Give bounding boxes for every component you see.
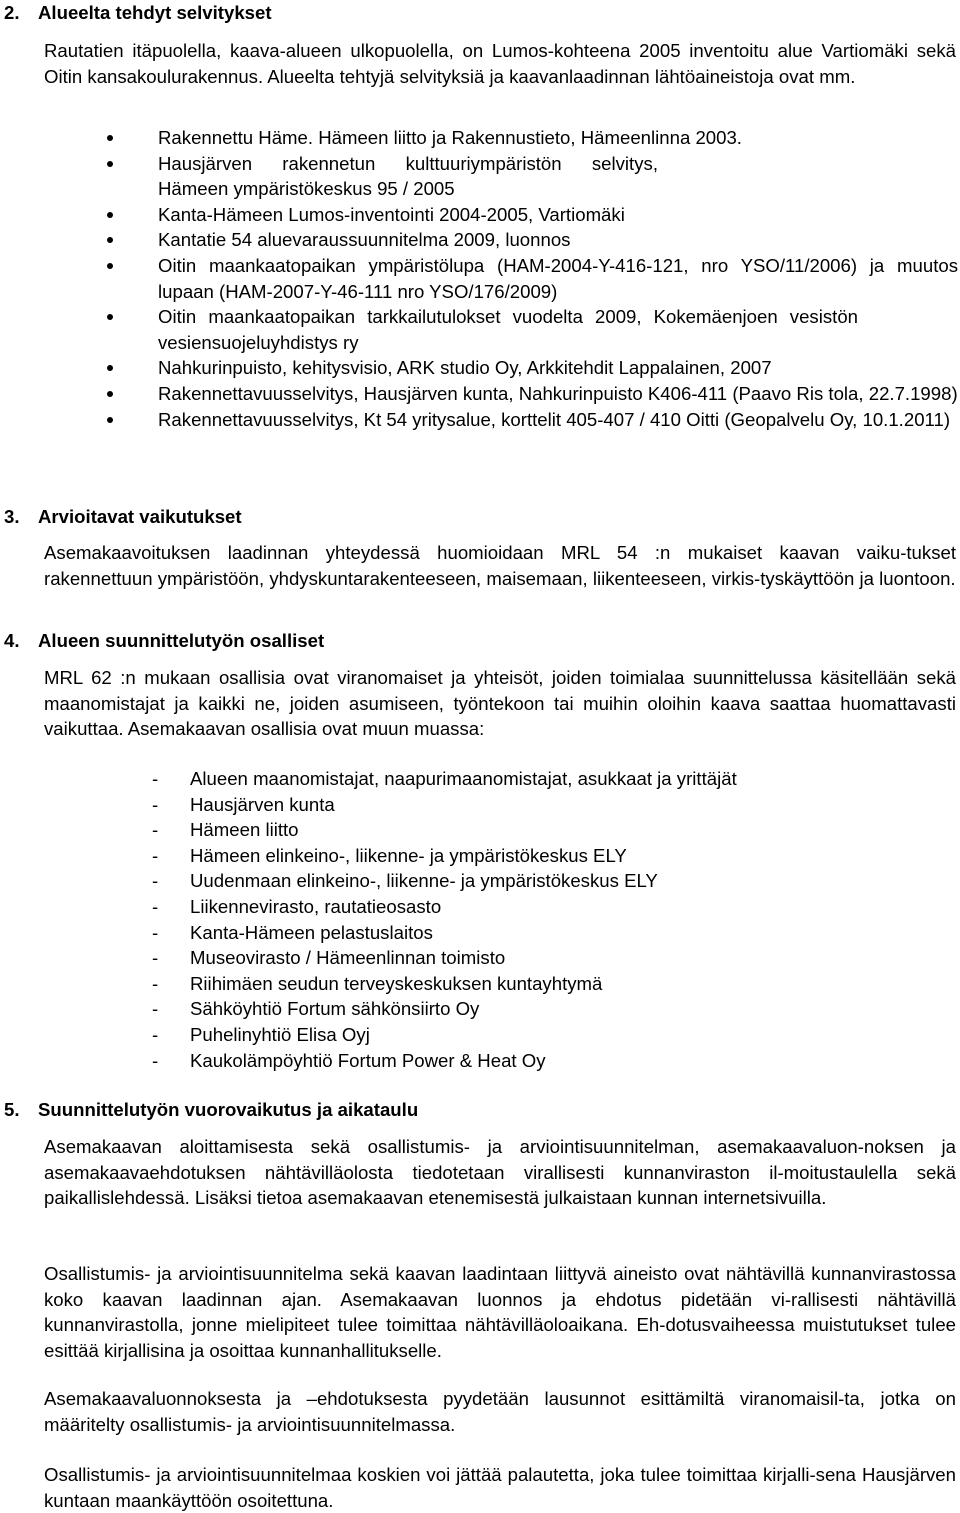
list-item: - Kaukolämpöyhtiö Fortum Power & Heat Oy xyxy=(152,1049,546,1071)
section-2-heading xyxy=(4,0,272,26)
list-item: - Puhelinyhtiö Elisa Oyj xyxy=(152,1023,370,1045)
section-3-number: 3. xyxy=(4,506,20,527)
section-4-body: MRL 62 :n mukaan osallisia ovat viranomaiset ja yhteisöt, joiden toimialaa suunnittelussa käsitellään sekä maanomistajat ja kaikki ne, joiden asumiseen, työntekoon tai muihin oloihin kaava saattaa huomattavasti vaikuttaa. Asemakaavan osallisia ovat muun muassa: xyxy=(44,667,956,740)
bullet-icon xyxy=(107,365,113,371)
list-item: Rakennettavuusselvitys, Kt 54 yritysalue, korttelit 405-407 / 410 Oitti (Geopalvelu Oy, 10.1.2011) xyxy=(0,407,958,433)
list-item: - Uudenmaan elinkeino-, liikenne- ja ympäristökeskus ELY xyxy=(152,870,658,892)
section-5-heading xyxy=(4,1097,418,1123)
list-item: - Riihimäen seudun terveyskeskuksen kuntayhtymä xyxy=(152,972,603,994)
section-5-paragraph-1: Asemakaavan aloittamisesta sekä osallistumis- ja arviointisuunnitelman, asemakaavaluon-noksen ja asemakaavaehdotuksen nähtävilläolosta tiedotetaan virallisesti kunnanviraston il-moitustaulella sekä paikallislehdessä. Lisäksi tietoa asemakaavan etenemisestä julkaistaan kunnan internetsivuilla. xyxy=(44,1136,956,1209)
section-2-number: 2. xyxy=(4,2,20,23)
list-item: - Sähköyhtiö Fortum sähkönsiirto Oy xyxy=(152,998,480,1020)
bullet-icon xyxy=(107,263,113,269)
section-5-number: 5. xyxy=(4,1099,20,1120)
list-item: Kanta-Hämeen Lumos-inventointi 2004-2005, Vartiomäki xyxy=(0,202,958,228)
section-5-paragraph-4: Osallistumis- ja arviointisuunnitelmaa koskien voi jättää palautetta, joka tulee toimittaa kirjalli-sena Hausjärven kuntaan maankäyttöön osoitettuna. xyxy=(44,1464,956,1511)
section-2-intro: Rautatien itäpuolella, kaava-alueen ulkopuolella, on Lumos-kohteena 2005 inventoitu alue Vartiomäki sekä Oitin kansakoulurakennus. Alueelta tehtyjä selvityksiä ja kaavanlaadinnan lähtöaineistoja ovat mm. xyxy=(44,40,956,87)
list-item: Oitin maankaatopaikan ympäristölupa (HAM-2004-Y-416-121, nro YSO/11/2006) ja muutos lupaan (HAM-2007-Y-46-111 nro YSO/176/2009) xyxy=(0,253,958,304)
list-item: Rakennettu Häme. Hämeen liitto ja Rakennustieto, Hämeenlinna 2003. xyxy=(0,125,958,151)
bullet-icon xyxy=(107,212,113,218)
section-4-number: 4. xyxy=(4,630,20,651)
bullet-icon xyxy=(107,391,113,397)
list-item: Nahkurinpuisto, kehitysvisio, ARK studio Oy, Arkkitehdit Lappalainen, 2007 xyxy=(0,355,958,381)
section-3-body: Asemakaavoituksen laadinnan yhteydessä huomioidaan MRL 54 :n mukaiset kaavan vaiku-tukset rakennettuun ympäristöön, yhdyskuntarakenteeseen, maisemaan, liikenteeseen, virkis-tyskäyttöön ja luontoon. xyxy=(44,542,956,589)
list-item: Oitin maankaatopaikan tarkkailutulokset vuodelta 2009, Kokemäenjoen vesistön vesiensuojeluyhdistys ry xyxy=(0,304,858,355)
section-4-title: Alueen suunnittelutyön osalliset xyxy=(38,630,325,651)
list-item: Kantatie 54 aluevaraussuunnitelma 2009, luonnos xyxy=(0,227,958,253)
list-item: - Alueen maanomistajat, naapurimaanomistajat, asukkaat ja yrittäjät xyxy=(152,768,737,789)
bullet-icon xyxy=(107,417,113,423)
section-5-paragraph-2: Osallistumis- ja arviointisuunnitelma sekä kaavan laadintaan liittyvä aineisto ovat nähtävillä kunnanvirastossa koko kaavan laadinnan ajan. Asemakaavan luonnos ja ehdotus pidetään vi-rallisesti nähtävillä kunnanvirastolla, jonne mielipiteet tulee toimittaa nähtävilläoloaikana. Eh-dotusvaiheessa muistutukset tulee esittää kirjallisina ja osoittaa kunnanhallitukselle. xyxy=(44,1263,956,1361)
list-item: Rakennettavuusselvitys, Hausjärven kunta, Nahkurinpuisto K406-411 (Paavo Ris tola, 22.7.1998) xyxy=(0,381,958,407)
section-5-title: Suunnittelutyön vuorovaikutus ja aikataulu xyxy=(38,1099,419,1120)
bullet-icon xyxy=(107,314,113,320)
section-3-title: Arvioitavat vaikutukset xyxy=(38,506,242,527)
section-2-title: Alueelta tehdyt selvitykset xyxy=(38,2,272,23)
section-4-heading xyxy=(4,628,324,654)
list-item: - Kanta-Hämeen pelastuslaitos xyxy=(152,921,433,943)
list-item: - Hausjärven kunta xyxy=(152,793,335,815)
source-list xyxy=(0,125,960,432)
section-5-paragraph-3: Asemakaavaluonnoksesta ja –ehdotuksesta pyydetään lausunnot esittämiltä viranomaisil-ta, jotka on määritelty osallistumis- ja arviointisuunnitelmassa. xyxy=(44,1388,956,1435)
stakeholder-list xyxy=(0,766,960,1073)
list-item: - Hämeen liitto xyxy=(152,819,299,841)
section-3-heading xyxy=(4,504,242,530)
list-item: Hausjärven rakennetun kulttuuriympäristön selvitys, Hämeen ympäristökeskus 95 / 2005 xyxy=(0,151,658,202)
list-item: - Museovirasto / Hämeenlinnan toimisto xyxy=(152,947,506,969)
list-item: - Hämeen elinkeino-, liikenne- ja ympäristökeskus ELY xyxy=(152,844,627,866)
bullet-icon xyxy=(107,161,113,167)
bullet-icon xyxy=(107,135,113,141)
list-item: - Liikennevirasto, rautatieosasto xyxy=(152,895,442,917)
bullet-icon xyxy=(107,237,113,243)
